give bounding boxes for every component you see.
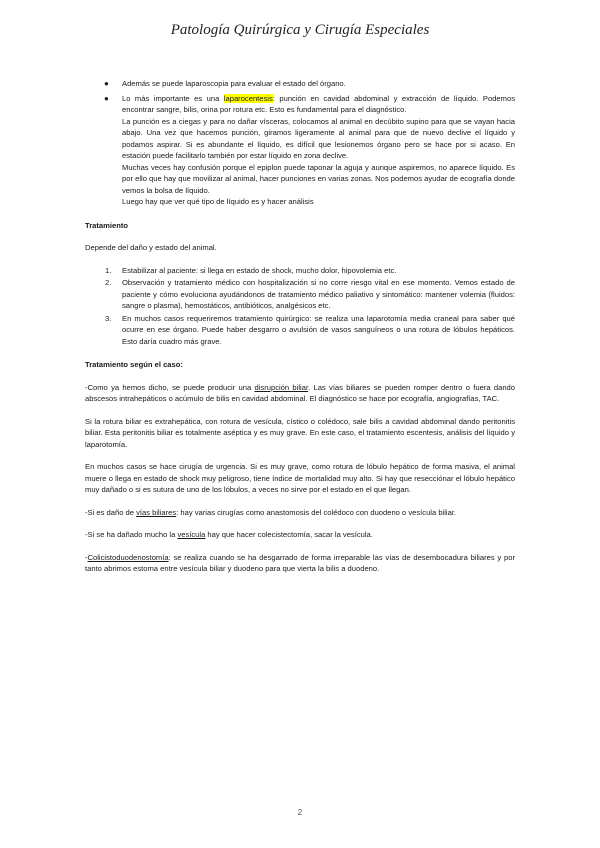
bullet-paragraph: Muchas veces hay confusión porque el epiplon puede taponar la aguja y aunque aspiremos, no aparece líquido. Es por ello que hay que movilizar al animal, hacer punciones en varias zonas. Nos podemos ayudar de ecografía donde vemos la bolsa de líquido. xyxy=(122,162,515,195)
list-text: Estabilizar al paciente: si llega en estado de shock, mucho dolor, hipovolemia etc. xyxy=(122,265,397,275)
list-number: 3. xyxy=(105,313,112,323)
text-span: : punción en cavidad abdominal y extracción de líquido. Podemos encontrar sangre, bilis, orina por rotura etc. Esto es fundamental para el diagnóstico. xyxy=(122,93,515,114)
section-heading: Tratamiento según el caso: xyxy=(85,360,183,369)
paragraph xyxy=(85,529,515,541)
page-title: Patología Quirúrgica y Cirugía Especiales xyxy=(170,22,430,38)
text-span: hay que hacer colecistectomía, sacar la vesícula. xyxy=(205,530,373,539)
underlined-term: disrupción biliar xyxy=(254,382,309,392)
paragraph xyxy=(85,507,515,519)
numbered-list xyxy=(85,265,515,348)
underlined-term: vías biliares xyxy=(136,507,177,517)
text-span: - xyxy=(85,552,88,562)
paragraph: Depende del daño y estado del animal. xyxy=(85,243,217,252)
document-body xyxy=(85,78,515,586)
text-span: : se realiza cuando se ha desgarrado de forma irreparable las vías de desembocadura biliares y por tanto abrimos estoma entre vesícula biliar y duodeno para que vierta la bilis a duodeno. xyxy=(85,552,515,573)
text-span: -Si es daño de xyxy=(85,507,137,517)
paragraph: En muchos casos se hace cirugía de urgencia. Si es muy grave, como rotura de lóbulo hepático de forma masiva, el animal muere o llega en estado de shock muy peligroso, tiene índice de mortalidad muy alto. Si hay que resecciónar el lóbulo hepático muy dañado o si es sutura de uno de los lóbulos, a veces no sirve por el estado en el que llegan. xyxy=(85,462,515,494)
text-span: : hay varias cirugías como anastomosis del colédoco con duodeno o vesícula biliar. xyxy=(176,507,457,517)
list-number: 2. xyxy=(105,278,112,287)
bullet-list xyxy=(85,78,515,208)
paragraph xyxy=(85,552,515,575)
underlined-term: vesícula xyxy=(177,530,206,539)
bullet-paragraph: La punción es a ciegas y para no dañar vísceras, colocamos al animal en decúbito supino para que se vayan hacia abajo. Una vez que hacemos punción, giramos ligeramente al animal para que de nuevo declive el líquido y podamos aspirar. Si es abundante el líquido, es difícil que lesionemos órgano pero se hace por si acaso. En estación puede facilitarlo también por estar líquido en zona declive. xyxy=(122,116,515,160)
text-span: -Si se ha dañado mucho la xyxy=(85,530,178,539)
section-heading: Tratamiento xyxy=(85,220,129,230)
bullet-paragraph: Luego hay que ver qué tipo de líquido es y hacer análisis xyxy=(122,197,314,206)
text-span: -Como ya hemos dicho, se puede producir una xyxy=(85,382,255,392)
list-text: En muchos casos requeriremos tratamiento quirúrgico: se realiza una laparotomía media craneal para saber qué ocurre en ese órgano. Puede haber desgarro o avulsión de vasos sanguíneos o una rotura de lóbulos hepáticos. Esto daría cuadro más grave. xyxy=(122,313,515,346)
list-item xyxy=(85,78,515,90)
bullet-text xyxy=(122,93,515,116)
highlighted-term: laparocentesis xyxy=(223,93,273,103)
list-item xyxy=(85,265,515,277)
list-item xyxy=(85,277,515,312)
text-span: Lo más importante es una xyxy=(122,93,224,103)
bullet-icon: ● xyxy=(104,79,109,88)
underlined-term: Colicistoduodenostomía xyxy=(87,552,169,562)
bullet-icon: ● xyxy=(104,93,109,103)
text-span: . Las vías biliares se pueden romper dentro o fuera dando abscesos intrahepáticos o acúmulo de bilis en cavidad abdominal. El diagnóstico se hace por ecografía, angiografías, TAC. xyxy=(85,382,516,403)
page-number: 2 xyxy=(297,808,303,817)
paragraph xyxy=(85,382,515,405)
list-number: 1. xyxy=(105,265,112,275)
list-text: Observación y tratamiento médico con hospitalización si no corre riesgo vital en ese momento. Vemos estado de paciente y cómo evoluciona ayudándonos de tratamiento médico paliativo y sintomático: mantener volemia (fluidos: sangre o plasma), hemostáticos, antibióticos, analgésicos etc. xyxy=(122,278,515,310)
list-item xyxy=(85,313,515,348)
list-item xyxy=(85,93,515,208)
paragraph: Si la rotura biliar es extrahepática, con rotura de vesícula, cístico o colédoco, sale bilis a cavidad abdominal dando peritonitis biliar. Esta peritonitis biliar es totalmente aséptica y es muy grave. En este caso, el tratamiento escentesis, análisis del líquido y laparotomía. xyxy=(85,416,515,449)
bullet-text: Además se puede laparoscopia para evaluar el estado del órgano. xyxy=(122,79,346,88)
